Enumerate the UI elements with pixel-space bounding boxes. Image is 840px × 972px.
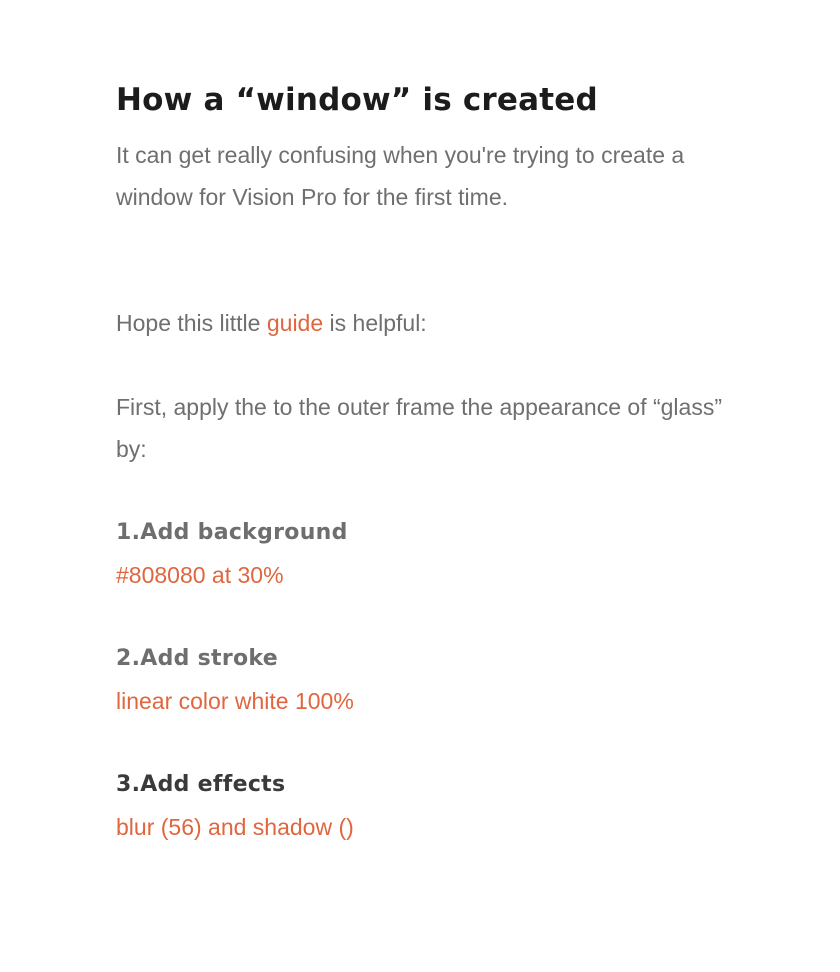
step-value: blur (56) and shadow () — [116, 814, 354, 840]
page-title: How a “window” is created — [116, 82, 598, 118]
hope-text-before: Hope this little — [116, 310, 267, 336]
step-background — [116, 512, 756, 596]
step-heading: 1.Add background — [116, 520, 348, 545]
hope-text — [116, 302, 756, 344]
intro-text: It can get really confusing when you're trying to create a window for Vision Pro for the first time. — [116, 142, 685, 210]
hope-text-after: is helpful: — [323, 310, 427, 336]
step-effects — [116, 764, 756, 848]
step-stroke — [116, 638, 756, 722]
article — [116, 78, 756, 848]
step-value: linear color white 100% — [116, 688, 354, 714]
step-value: #808080 at 30% — [116, 562, 284, 588]
first-instruction: First, apply the to the outer frame the appearance of “glass” by: — [116, 394, 722, 462]
step-heading: 2.Add stroke — [116, 646, 278, 671]
step-heading: 3.Add effects — [116, 772, 286, 797]
guide-link[interactable]: guide — [266, 310, 324, 336]
